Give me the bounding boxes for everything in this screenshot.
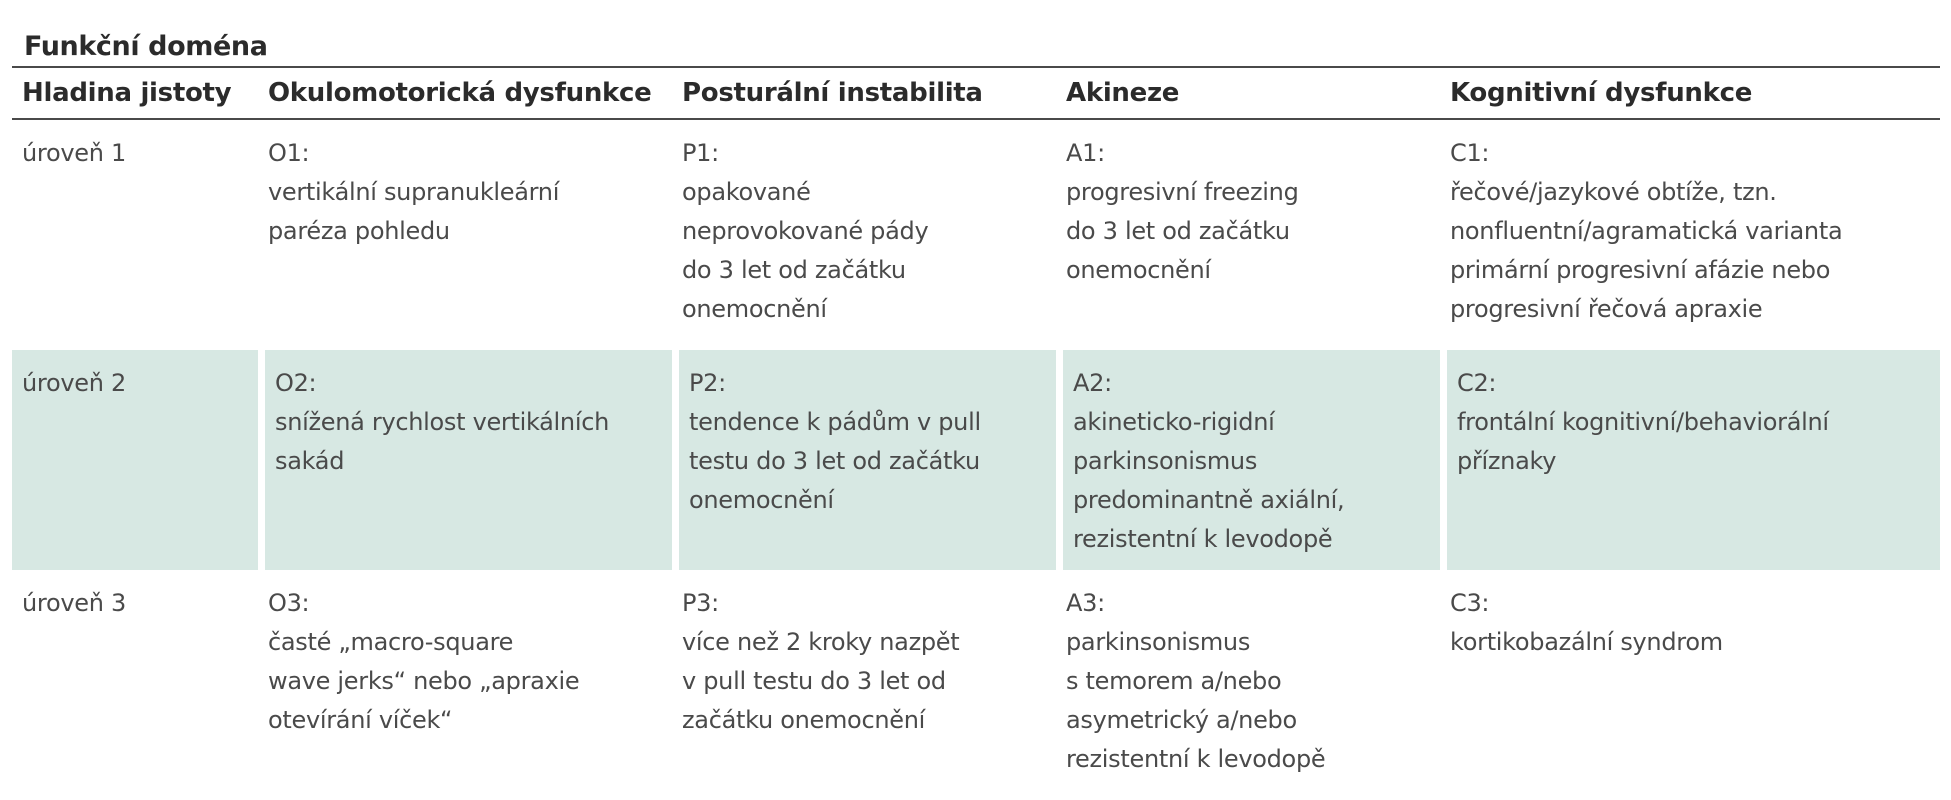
criterion-text: v pull testu do 3 let od: [682, 667, 946, 695]
header-oculomotor: Okulomotorická dysfunkce: [268, 78, 652, 108]
postural-cell: [672, 120, 1056, 350]
criterion-text: otevírání víček“: [268, 706, 453, 734]
criterion-text: snížená rychlost vertikálních: [275, 408, 610, 436]
criterion-text: testu do 3 let od začátku: [689, 447, 980, 475]
cognitive-cell: [1440, 350, 1940, 570]
criterion-text: s temorem a/nebo: [1066, 667, 1282, 695]
criterion-text: rezistentní k levodopě: [1073, 525, 1333, 553]
level-cell: [12, 120, 258, 350]
criterion-text: onemocnění: [1066, 256, 1211, 284]
cognitive-cell: [1440, 120, 1940, 350]
criterion-code: A2:: [1073, 369, 1112, 397]
criterion-code: P3:: [682, 589, 719, 617]
criterion-text: více než 2 kroky nazpět: [682, 628, 960, 656]
oculomotor-cell: [258, 570, 672, 775]
criterion-code: A3:: [1066, 589, 1105, 617]
akinesia-cell: [1056, 120, 1440, 350]
criterion-text: akineticko-rigidní: [1073, 408, 1275, 436]
criterion-code: O2:: [275, 369, 317, 397]
table-row: [12, 120, 1940, 350]
criterion-text: progresivní freezing: [1066, 178, 1299, 206]
criterion-code: O1:: [268, 139, 310, 167]
criterion-code: C3:: [1450, 589, 1490, 617]
header-certainty-level: Hladina jistoty: [22, 78, 232, 108]
level-cell: [12, 570, 258, 775]
criteria-table: [12, 28, 1940, 775]
criterion-text: parkinsonismus: [1066, 628, 1251, 656]
oculomotor-cell: [258, 350, 672, 570]
criterion-text: kortikobazální syndrom: [1450, 628, 1723, 656]
criterion-text: začátku onemocnění: [682, 706, 925, 734]
level-label: úroveň 1: [22, 139, 126, 167]
criterion-text: vertikální supranukleární: [268, 178, 560, 206]
criterion-text: asymetrický a/nebo: [1066, 706, 1297, 734]
cognitive-cell: [1440, 570, 1940, 775]
criterion-text: do 3 let od začátku: [1066, 217, 1290, 245]
header-akinesia: Akineze: [1066, 78, 1180, 108]
criterion-text: onemocnění: [689, 486, 834, 514]
level-cell: [12, 350, 258, 570]
criterion-text: primární progresivní afázie nebo: [1450, 256, 1831, 284]
criterion-code: C2:: [1457, 369, 1497, 397]
criterion-text: onemocnění: [682, 295, 827, 323]
criterion-code: P2:: [689, 369, 726, 397]
level-label: úroveň 2: [22, 369, 126, 397]
header-cognitive: Kognitivní dysfunkce: [1450, 78, 1753, 108]
postural-cell: [672, 350, 1056, 570]
criterion-code: A1:: [1066, 139, 1105, 167]
akinesia-cell: [1056, 350, 1440, 570]
criterion-text: do 3 let od začátku: [682, 256, 906, 284]
criterion-text: tendence k pádům v pull: [689, 408, 981, 436]
header-postural: Posturální instabilita: [682, 78, 983, 108]
criterion-text: neprovokované pády: [682, 217, 929, 245]
criterion-text: opakované: [682, 178, 811, 206]
criterion-code: C1:: [1450, 139, 1490, 167]
criterion-text: parkinsonismus: [1073, 447, 1258, 475]
table-row: [12, 350, 1940, 570]
criterion-code: P1:: [682, 139, 719, 167]
criterion-text: časté „macro-square: [268, 628, 514, 656]
criterion-text: frontální kognitivní/behaviorální: [1457, 408, 1829, 436]
criterion-text: paréza pohledu: [268, 217, 450, 245]
oculomotor-cell: [258, 120, 672, 350]
table-row: [12, 570, 1940, 775]
criterion-text: řečové/jazykové obtíže, tzn.: [1450, 178, 1777, 206]
akinesia-cell: [1056, 570, 1440, 775]
criterion-text: progresivní řečová apraxie: [1450, 295, 1763, 323]
table-title: Funkční doména: [24, 31, 268, 62]
header-row: [12, 68, 1940, 118]
criterion-text: nonfluentní/agramatická varianta: [1450, 217, 1843, 245]
criterion-text: rezistentní k levodopě: [1066, 745, 1326, 773]
criterion-code: O3:: [268, 589, 310, 617]
criterion-text: příznaky: [1457, 447, 1557, 475]
postural-cell: [672, 570, 1056, 775]
criterion-text: predominantně axiální,: [1073, 486, 1345, 514]
criterion-text: sakád: [275, 447, 345, 475]
level-label: úroveň 3: [22, 589, 126, 617]
criterion-text: wave jerks“ nebo „apraxie: [268, 667, 580, 695]
